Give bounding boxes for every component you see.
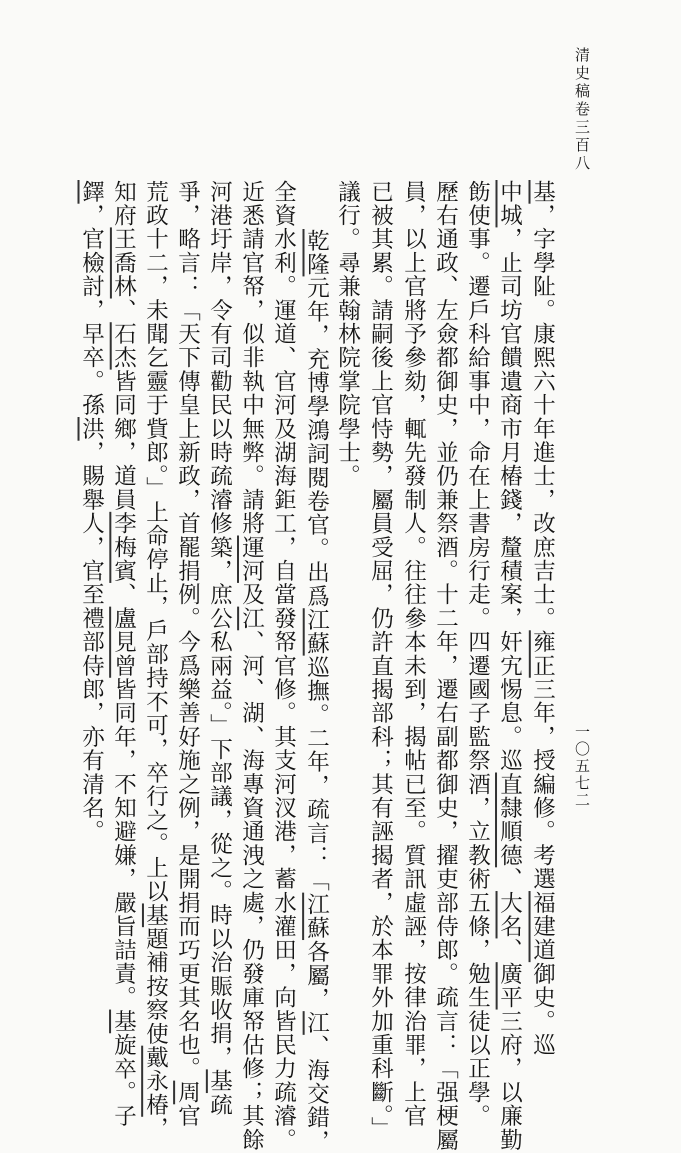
text-run: 、	[110, 582, 137, 607]
text-run: 荒政十二，未聞乞靈于貲郎。」上命停止，戶部持不可，卒行之。上以	[142, 180, 169, 904]
proper-name: 福建道	[529, 891, 556, 963]
text-run: 、河、湖、海專資通洩之處，仍發庫帑估修；其餘	[238, 630, 265, 1152]
text-run: 皆同鄉，道員	[110, 369, 137, 512]
proper-name: 運河	[238, 535, 265, 583]
proper-name: 江	[303, 1011, 330, 1035]
text-run: 、	[496, 938, 523, 963]
text-column	[466, 180, 489, 1128]
text-run: 疏	[206, 1093, 233, 1117]
text-run: ，字學阯。康熙六十年進士，改庶吉士。	[529, 203, 556, 631]
text-run: ，	[142, 1116, 169, 1141]
text-column	[272, 180, 295, 1152]
proper-name: 江蘇	[303, 892, 330, 941]
text-column	[144, 180, 167, 1140]
text-column	[336, 180, 359, 488]
text-run: ，賜舉人，官至禮部侍郎，亦有清名。	[78, 440, 105, 844]
proper-name: 王喬林	[110, 227, 137, 299]
proper-name: 直隸順德	[496, 772, 523, 868]
text-run: 員，以上官將予參劾，輒先發制人。往往參本未到，揭帖已至。質訊虛誣，按律治罪，上官	[400, 180, 427, 1128]
text-run: 、	[496, 867, 523, 892]
text-column	[434, 180, 457, 1152]
text-run: 爭，略言：「天下傳皇上新政，首罷捐例。今爲樂善好施之例，是開捐而巧更其名也。	[174, 180, 201, 1081]
text-column	[176, 180, 199, 1128]
proper-name: 戴永椿	[142, 1045, 169, 1117]
proper-name: 石杰	[110, 322, 137, 370]
text-run: 飭使事。遷戶科給事中，命在上書房行走。四遷國子監祭酒，立教術五條，勉生徒以正學。	[464, 180, 491, 1128]
proper-name: 基	[110, 1009, 137, 1034]
proper-name: 基	[529, 180, 556, 204]
proper-name: 周	[174, 1080, 201, 1105]
text-column	[402, 180, 425, 1128]
proper-name: 江	[238, 606, 265, 631]
text-run: 官	[174, 1104, 201, 1129]
text-run: ，止司坊官饋遺商市月樁錢，釐積案，奸宄惕息。巡	[496, 227, 523, 773]
text-run: 元年，充博學鴻詞閱卷官。出爲	[303, 276, 330, 609]
text-column	[369, 180, 392, 1140]
proper-name: 大名	[496, 891, 523, 939]
text-run: 御史。巡	[529, 962, 556, 1057]
text-run: 河港圩岸，令有司勸民以時疏濬修築，庶公私兩益。」下部議，從之。時以治賑收捐，	[206, 180, 233, 1070]
proper-name: 基	[206, 1069, 233, 1094]
text-run: 歷右通政、左僉都御史，並仍兼祭酒。十二年，遷右副都御史，擢吏部侍郎。疏言：「强梗屬	[432, 180, 459, 1152]
text-column	[305, 229, 328, 1153]
text-run: 全資水利。運道、官河及湖海鉅工，自當發帑官修。其支河汊港，蓄水灌田，向皆民力疏濬。	[270, 180, 297, 1152]
proper-name: 鐸	[78, 180, 105, 204]
text-run: 近悉請官帑，似非執中無弊。請將	[238, 180, 265, 536]
proper-name: 雍正	[529, 630, 556, 678]
text-column	[80, 180, 103, 844]
text-column	[531, 180, 554, 1057]
text-column	[240, 180, 263, 1152]
text-run: 題補按察使	[142, 927, 169, 1046]
text-run: 旋卒。子	[110, 1033, 137, 1129]
proper-name: 盧見曾	[110, 606, 137, 678]
text-run: 、海交錯，	[303, 1034, 330, 1153]
text-run: 三年，授編修。考選	[529, 677, 556, 892]
page-number: 一〇五七二	[573, 724, 591, 809]
text-run: 巡撫。二年，疏言：「	[303, 655, 330, 893]
text-run: 三府，以廉勤	[496, 1009, 523, 1152]
text-run: 議行。尋兼翰林院掌院學士。	[334, 180, 361, 489]
proper-name: 中城	[496, 180, 523, 228]
text-column	[208, 180, 231, 1117]
text-run: 知府	[110, 180, 137, 228]
proper-name: 江蘇	[303, 608, 330, 656]
text-column	[112, 180, 135, 1128]
proper-name: 基	[142, 903, 169, 928]
text-run: 各屬，	[303, 940, 330, 1012]
running-header: 清史稿卷三百八	[573, 47, 591, 173]
text-run: 皆同年，不知避嫌，嚴旨詰責。	[110, 677, 137, 1010]
proper-name: 乾隆	[303, 229, 330, 277]
text-column	[498, 180, 521, 1152]
proper-name: 李梅賓	[110, 511, 137, 583]
proper-name: 廣平	[496, 962, 523, 1010]
proper-name: 洪	[78, 417, 105, 441]
text-run: 、	[110, 298, 137, 323]
text-run: 已被其累。請嗣後上官恃勢，屬員受屈，仍許直揭部科；其有誣揭者，於本罪外加重科斷。」	[367, 180, 394, 1141]
text-run: 及	[238, 582, 265, 607]
text-run: ，官檢討，早卒。孫	[78, 203, 105, 418]
